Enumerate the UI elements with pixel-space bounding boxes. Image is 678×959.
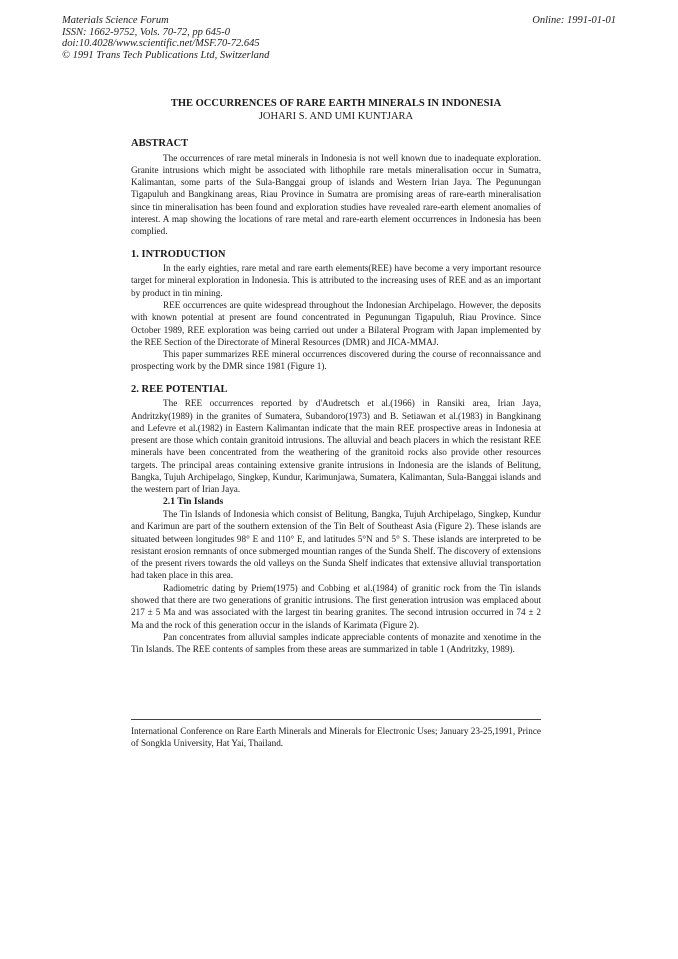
abstract-text: The occurrences of rare metal minerals in Indonesia is not well known due to inadequate exploration. Granite intrusions which might be associated with lithophile rare metals mineralisation occur in Sumatra, Kalimantan, some parts of the Sula-Banggai group of islands and Western Irian Jaya. The Pegunungan Tigapuluh and Bangkinang areas, Riau Province in Sumatra are promising areas of rare-earth mineralisation since tin mineralisation has been found and exploration studies have revealed rare-earth element anomalies of interest. A map showing the locations of rare metal and rare-earth element occurrences in Indonesia has been complied. <box>131 152 541 237</box>
footnote-divider <box>131 719 541 720</box>
journal-name: Materials Science Forum <box>62 15 169 26</box>
potential-paragraph-3: Radiometric dating by Priem(1975) and Cobbing et al.(1984) of granitic rock from the Tin islands showed that there are two generations of granitic intrusions. The first generation intrusion was emplaced about 217 ± 5 Ma and was associated with the largest tin bearing granites. The second intrusion occurred in 74 ± 2 Ma and the rock of this generation occur in the islands of Karimata (Figure 2). <box>131 582 541 630</box>
title-block <box>131 98 541 123</box>
intro-paragraph-3: This paper summarizes REE mineral occurrences discovered during the course of reconnaissance and prospecting work by the DMR since 1981 (Figure 1). <box>131 349 541 372</box>
potential-paragraph-2: The Tin Islands of Indonesia which consist of Belitung, Bangka, Tujuh Archipelago, Singkep, Kundur and Karimun are part of the southern extension of the Tin Belt of Southeast Asia (Figure 2). These islands are situated between longitudes 98° E and 110° E, and latitudes 5°N and 5° S. These islands are interpreted to be resistant erosion remnants of once submerged mountian ranges of the Sunda Shelf. The discovery of extensions of the present rivers towards the old valleys on the Sunda Shelf indicates that extensive alluvial transportation had taken place in this area. <box>131 508 541 581</box>
copyright-line: © 1991 Trans Tech Publications Ltd, Switzerland <box>62 49 270 61</box>
potential-paragraph-1: The REE occurrences reported by d'Audretsch et al.(1966) in Ransiki area, Irian Jaya, Andritzky(1989) in the granites of Sumatera, Subandoro(1973) and B. Setiawan et al.(1983) in Bangkinang and Lefevre et al.(1982) in Eastern Kalimantan indicate that the main REE prospective areas in Indonesia at present are those which contain granitoid intrusions. The alluvial and beach placers in which the resistant REE minerals have been concentrated from the weathering of the granitoid rocks also provide other resources targets. The principal areas containing extensive granite intrusions in Indonesia are the islands of Belitung, Bangka, Tujuh Archipelago, Singkep, Kundur, Karimunjawa, Sumatera, Kalimantan, Sula-Banggai islands and the western part of Irian Jaya. <box>131 398 541 495</box>
intro-paragraph-1: In the early eighties, rare metal and rare earth elements(REE) have become a very important resource target for mineral exploration in Indonesia. This is attributed to the increasing uses of REE and as an important by product in tin mining. <box>131 263 541 298</box>
potential-paragraph-4: Pan concentrates from alluvial samples indicate appreciable contents of monazite and xenotime in the Tin Islands. The REE contents of samples from these areas are summarized in table 1 (Andritzky, 1989). <box>131 631 541 655</box>
doi-line: doi:10.4028/www.scientific.net/MSF.70-72.645 <box>62 38 260 49</box>
paper-body <box>131 138 541 655</box>
online-date: Online: 1991-01-01 <box>532 15 616 26</box>
issn-line: ISSN: 1662-9752, Vols. 70-72, pp 645-0 <box>62 26 230 38</box>
tin-islands-heading: 2.1 Tin Islands <box>163 495 224 507</box>
ree-potential-heading: 2. REE POTENTIAL <box>131 383 228 395</box>
conference-footnote: International Conference on Rare Earth Minerals and Minerals for Electronic Uses; January 23-25,1991, Prince of Songkla University, Hat Yai, Thailand. <box>131 726 541 749</box>
intro-paragraph-2: REE occurrences are quite widespread throughout the Indonesian Archipelago. However, the deposits with known potential at present are found concentrated in Pegunungan Tigapuluh, Riau Province. Since October 1989, REE exploration was being carried out under a Bilateral Program with Japan implemented by the REE Section of the Directorate of Mineral Resources (DMR) and JICA-MMAJ. <box>131 299 541 347</box>
abstract-heading: ABSTRACT <box>131 138 189 149</box>
paper-authors: JOHARI S. AND UMI KUNTJARA <box>258 110 414 122</box>
introduction-heading: 1. INTRODUCTION <box>131 248 226 260</box>
paper-title: THE OCCURRENCES OF RARE EARTH MINERALS IN INDONESIA <box>170 98 502 109</box>
publication-header <box>62 15 269 61</box>
